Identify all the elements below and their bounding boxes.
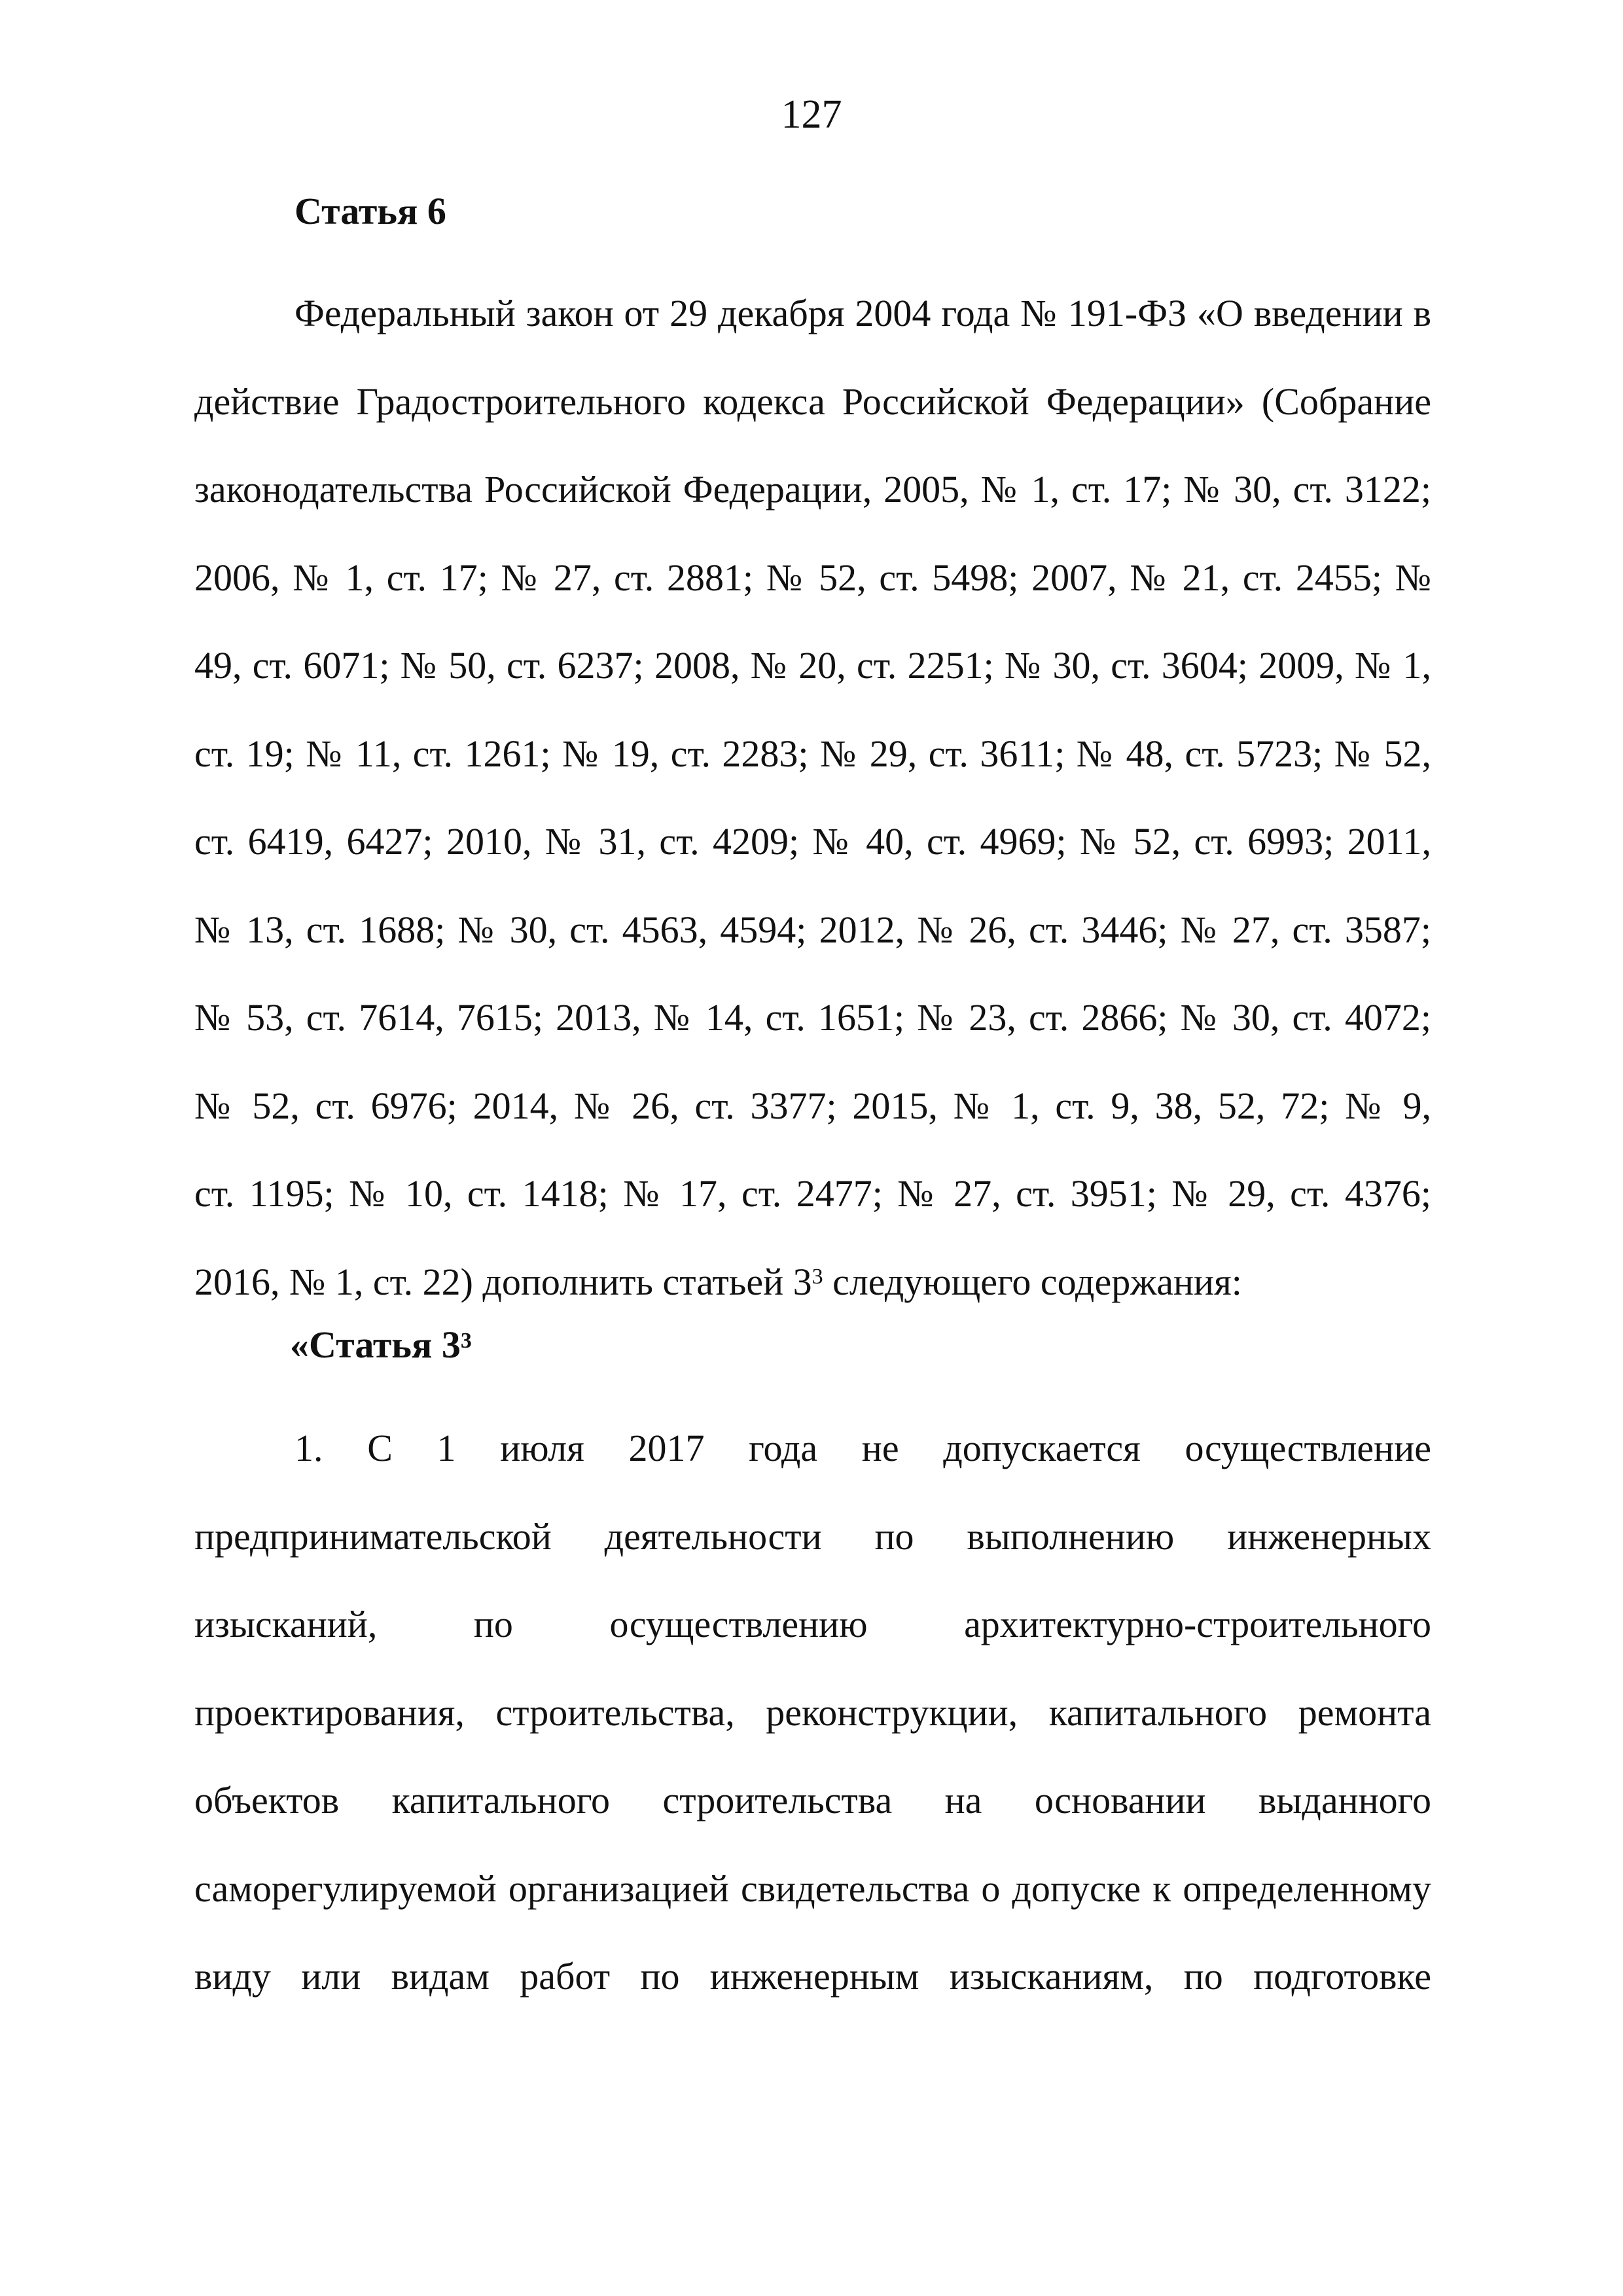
heading-superscript: 3 — [460, 1329, 472, 1353]
paragraph-line: 2006, № 1, ст. 17; № 27, ст. 2881; № 52, ст. 5498; 2007, № 21, ст. 2455; № — [194, 556, 1431, 599]
paragraph-line: ст. 19; № 11, ст. 1261; № 19, ст. 2283; № 29, ст. 3611; № 48, ст. 5723; № 52, — [194, 732, 1431, 775]
paragraph-line: ст. 6419, 6427; 2010, № 31, ст. 4209; № 40, ст. 4969; № 52, ст. 6993; 2011, — [194, 820, 1431, 863]
article-6-heading: Статья 6 — [294, 190, 446, 232]
page-number: 127 — [781, 92, 842, 137]
paragraph-line: Федеральный закон от 29 декабря 2004 года № 191-ФЗ «О введении в — [294, 292, 1431, 334]
paragraph-line: предпринимательской деятельности по выполнению инженерных — [194, 1515, 1431, 1558]
paragraph-line: изысканий, по осуществлению архитектурно-строительного — [194, 1603, 1431, 1645]
paragraph-line: № 13, ст. 1688; № 30, ст. 4563, 4594; 2012, № 26, ст. 3446; № 27, ст. 3587; — [194, 908, 1431, 951]
paragraph-line: законодательства Российской Федерации, 2005, № 1, ст. 17; № 30, ст. 3122; — [194, 468, 1431, 511]
article-3-3-paragraph — [194, 1405, 1431, 2021]
article-6-paragraph — [194, 270, 1431, 1326]
paragraph-line: № 52, ст. 6976; 2014, № 26, ст. 3377; 2015, № 1, ст. 9, 38, 52, 72; № 9, — [194, 1084, 1431, 1127]
paragraph-line: объектов капитального строительства на основании выданного — [194, 1779, 1431, 1821]
paragraph-line: 49, ст. 6071; № 50, ст. 6237; 2008, № 20, ст. 2251; № 30, ст. 3604; 2009, № 1, — [194, 644, 1431, 687]
paragraph-line: проектирования, строительства, реконструкции, капитального ремонта — [194, 1691, 1431, 1734]
last-line-text-before: 2016, № 1, ст. 22) дополнить статьей 3 — [194, 1260, 812, 1303]
article-3-3-heading-text: «Статья 3 — [290, 1323, 461, 1366]
paragraph-line: виду или видам работ по инженерным изысканиям, по подготовке — [194, 1955, 1431, 1998]
last-line-text-after: следующего содержания: — [823, 1260, 1242, 1303]
paragraph-line: 1. С 1 июля 2017 года не допускается осуществление — [294, 1427, 1431, 1469]
paragraph-line: № 53, ст. 7614, 7615; 2013, № 14, ст. 1651; № 23, ст. 2866; № 30, ст. 4072; — [194, 996, 1431, 1039]
paragraph-line: действие Градостроительного кодекса Российской Федерации» (Собрание — [194, 380, 1431, 423]
paragraph-line: ст. 1195; № 10, ст. 1418; № 17, ст. 2477; № 27, ст. 3951; № 29, ст. 4376; — [194, 1172, 1431, 1215]
paragraph-last-line — [194, 1238, 1431, 1327]
superscript: 3 — [812, 1264, 823, 1289]
article-3-3-heading — [290, 1316, 472, 1374]
paragraph-line: саморегулируемой организацией свидетельства о допуске к определенному — [194, 1867, 1431, 1910]
